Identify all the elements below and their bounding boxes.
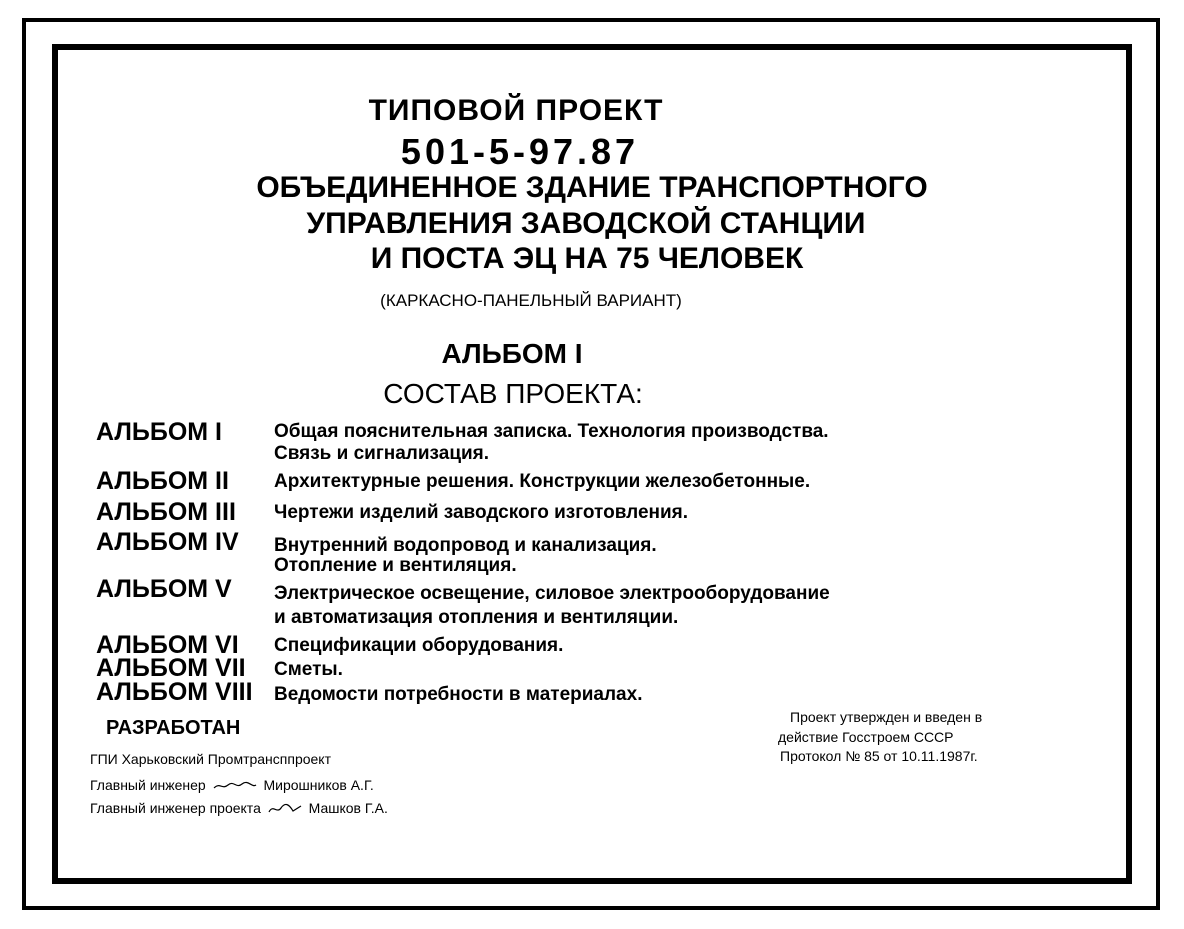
album-6-desc-line-1: Спецификации оборудования. [274,635,564,656]
album-1-desc-line-2: Связь и сигнализация. [274,443,490,464]
album-7-desc-line-1: Сметы. [274,659,343,680]
album-1-desc-line-1: Общая пояснительная записка. Технология производства. [274,421,829,442]
approval-line-3: Протокол № 85 от 10.11.1987г. [780,748,978,764]
album-4-name: АЛЬБОМ IV [96,528,239,556]
chief-project-engineer-label: Главный инженер проекта [90,800,261,816]
album-8-desc-line-1: Ведомости потребности в материалах. [274,684,643,705]
project-title-line-1: ОБЪЕДИНЕННОЕ ЗДАНИЕ ТРАНСПОРТНОГО [256,171,928,204]
approval-line-1: Проект утвержден и введен в [790,709,983,725]
album-4-desc-line-1: Внутренний водопровод и канализация. [274,535,657,556]
chief-engineer-signature-icon [212,780,258,792]
project-variant: (КАРКАСНО-ПАНЕЛЬНЫЙ ВАРИАНТ) [380,291,682,310]
project-code: 501-5-97.87 [400,131,640,172]
album-7-name: АЛЬБОМ VII [96,654,246,682]
chief-project-engineer-line [90,801,388,816]
chief-project-engineer-name: Машков Г.А. [308,800,388,816]
chief-engineer-name: Мирошников А.Г. [263,777,374,793]
chief-project-engineer-signature-icon [267,802,303,816]
album-5-desc-line-1: Электрическое освещение, силовое электрооборудование [274,583,830,604]
chief-engineer-line [90,778,374,792]
album-4-desc-line-2: Отопление и вентиляция. [274,555,517,576]
album-2-desc-line-1: Архитектурные решения. Конструкции железобетонные. [274,471,811,492]
album-1-name: АЛЬБОМ I [96,418,223,446]
album-5-desc-line-2: и автоматизация отопления и вентиляции. [274,607,679,628]
chief-engineer-label: Главный инженер [90,777,206,793]
album-heading: АЛЬБОМ I [441,338,583,369]
album-6-name: АЛЬБОМ VI [96,631,239,659]
composition-heading: СОСТАВ ПРОЕКТА: [383,378,643,409]
album-2-name: АЛЬБОМ II [96,467,229,495]
approval-line-2: действие Госстроем СССР [778,729,954,745]
project-title-line-2: УПРАВЛЕНИЯ ЗАВОДСКОЙ СТАНЦИИ [306,207,866,240]
album-3-desc-line-1: Чертежи изделий заводского изготовления. [274,502,689,523]
album-5-name: АЛЬБОМ V [96,575,232,603]
developer-heading: РАЗРАБОТАН [106,717,241,739]
project-type-title: ТИПОВОЙ ПРОЕКТ [368,94,664,127]
album-3-name: АЛЬБОМ III [96,498,236,526]
album-8-name: АЛЬБОМ VIII [96,678,253,706]
project-title-line-3: И ПОСТА ЭЦ НА 75 ЧЕЛОВЕК [370,242,804,275]
developer-org: ГПИ Харьковский Промтрансппроект [90,751,331,767]
